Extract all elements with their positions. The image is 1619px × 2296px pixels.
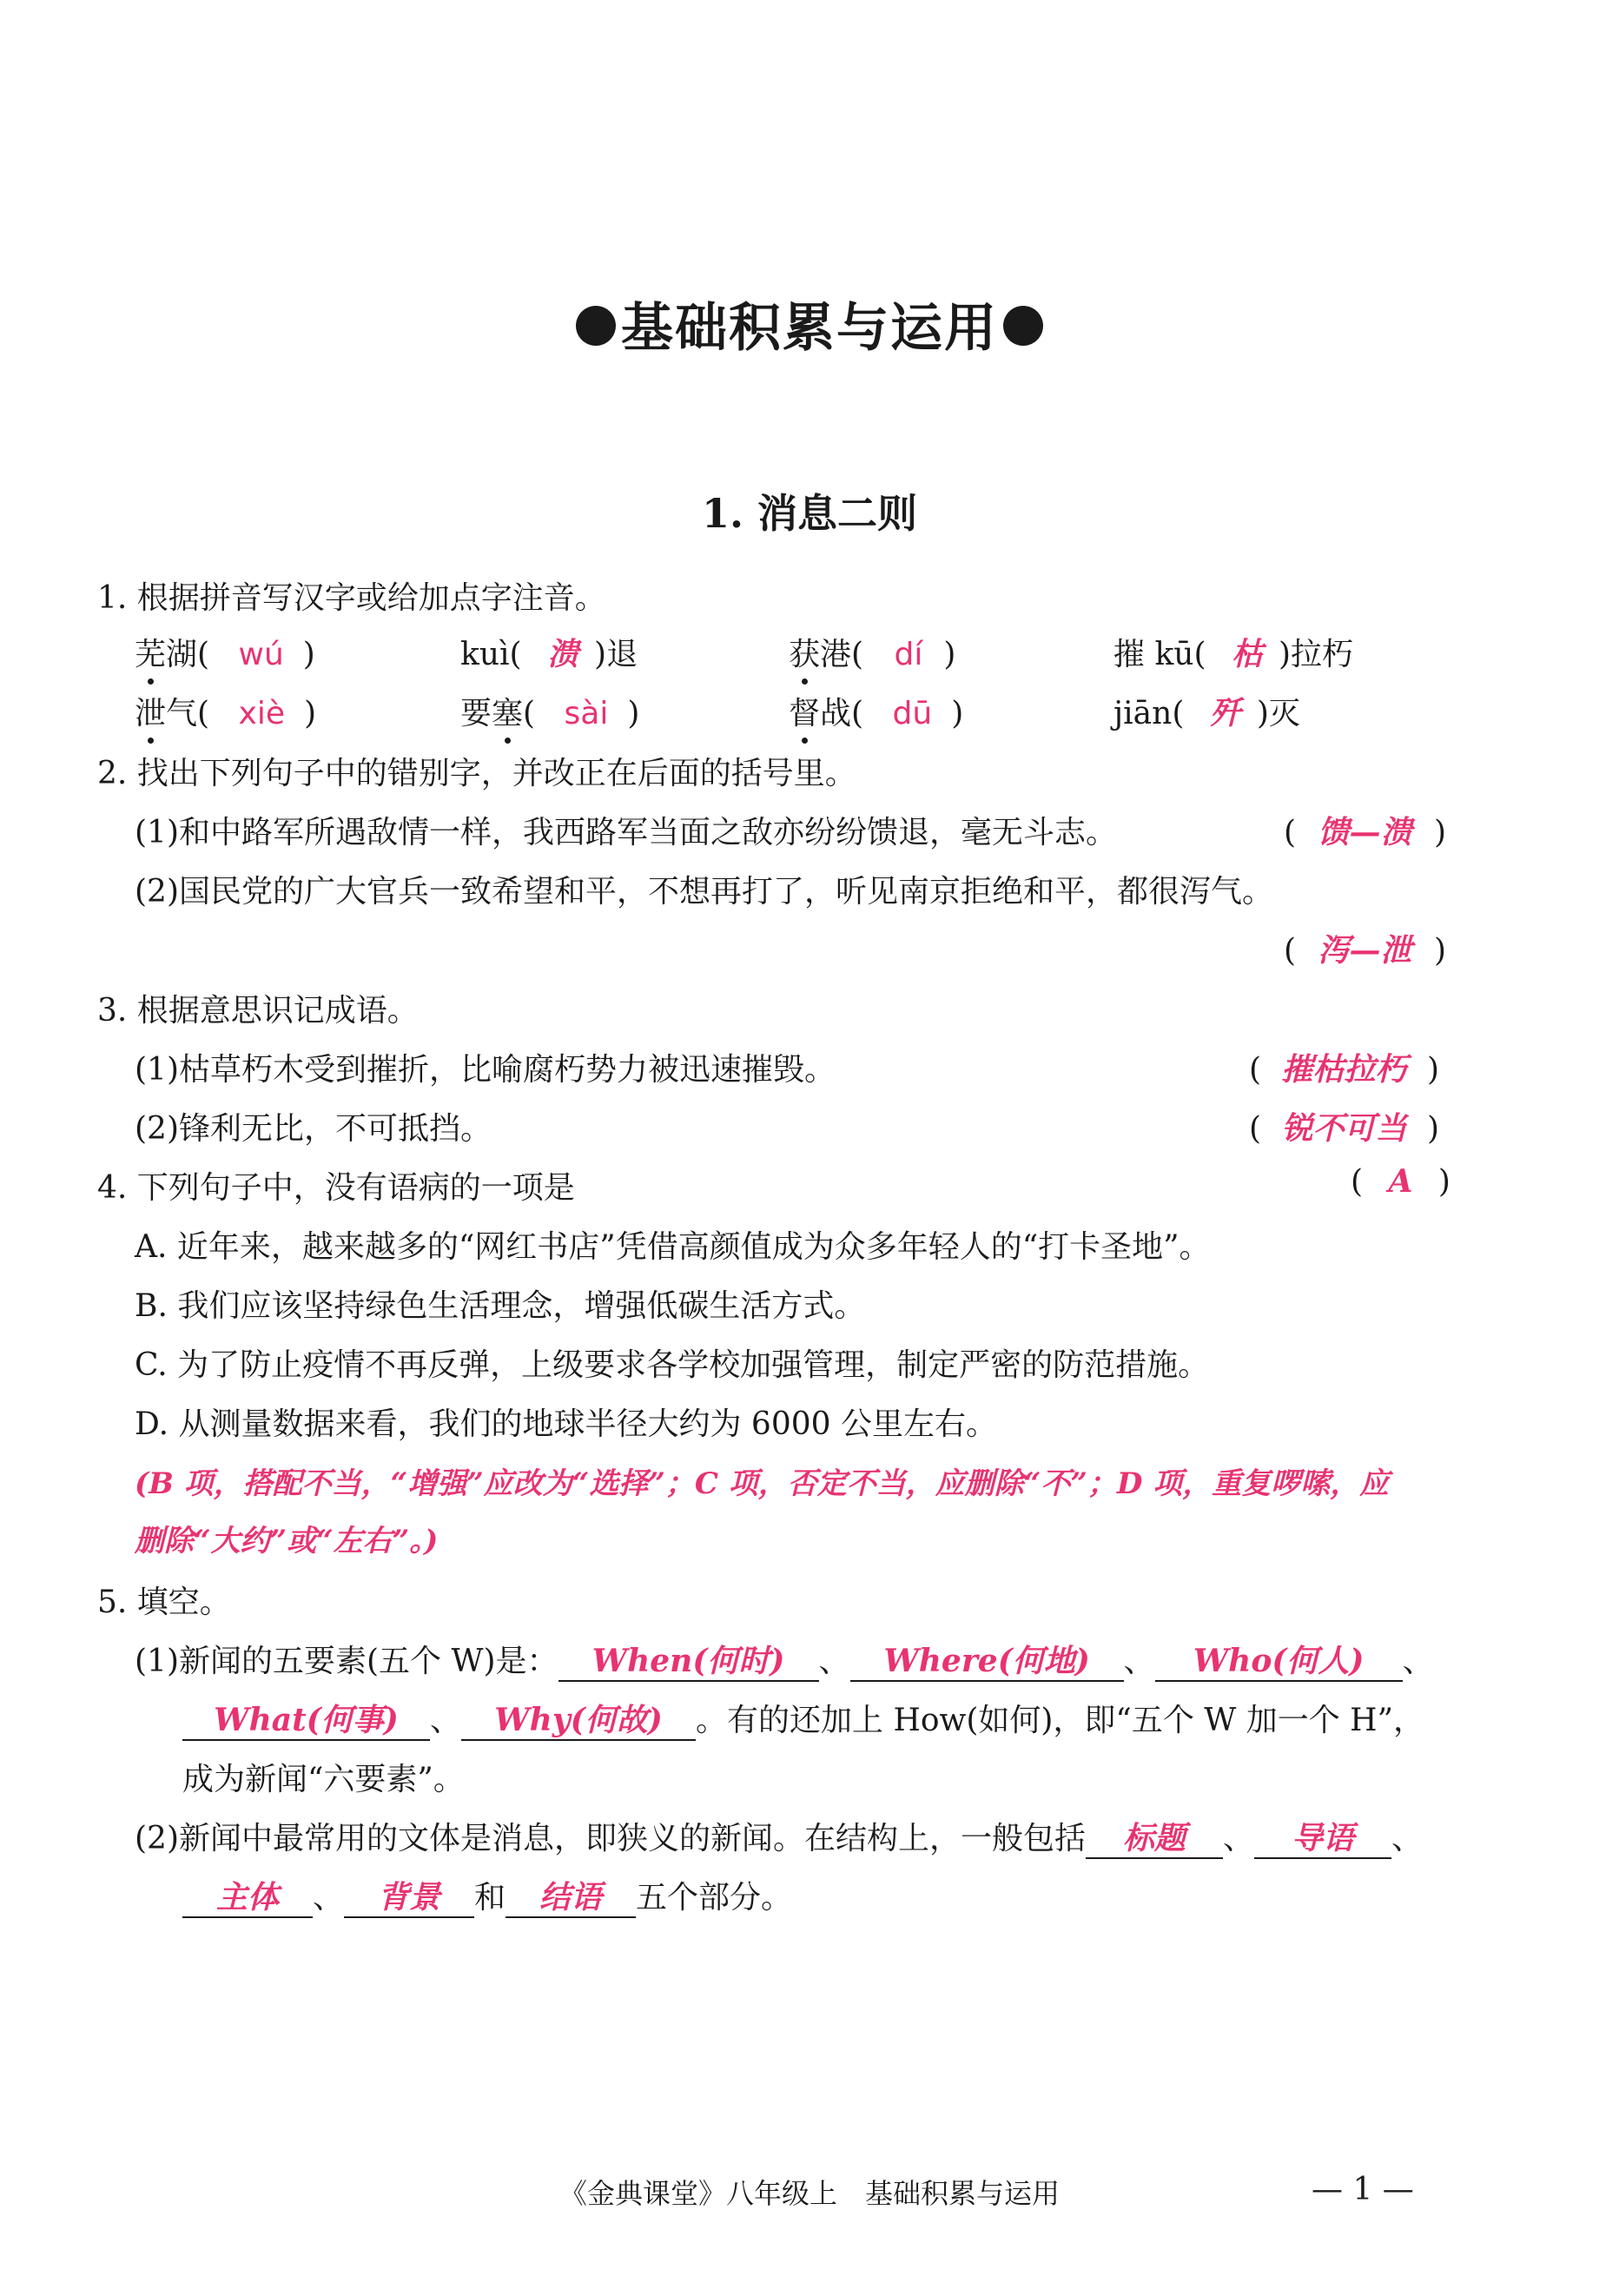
bullet-dot-icon [576, 306, 616, 346]
q1-item [789, 689, 963, 733]
separator: 、 [1223, 1821, 1255, 1856]
answer: 溃 [547, 636, 579, 672]
blank-answer: 标题 [1086, 1820, 1223, 1859]
q3-sentence-2: (2)锋利无比，不可抵挡。 [135, 1111, 492, 1147]
q4-explanation-line-1: (B 项，搭配不当，“增强”应改为“选择”；C 项，否定不当，应删除“不”；D 项，重复啰嗦，应 [135, 1466, 1390, 1501]
blank-answer: Why(何故) [461, 1702, 696, 1741]
q1-item [1113, 630, 1353, 674]
answer: 泻—泄 [1318, 932, 1412, 969]
dotted-char: 泄 [135, 696, 167, 731]
item-text: kuì( [460, 637, 522, 672]
q4-prompt: 4. 下列句子中，没有语病的一项是 [97, 1170, 575, 1206]
q2-sentence-1: (1)和中路军所遇敌情一样，我西路军当面之敌亦纷纷馈退，毫无斗志。 [135, 815, 1117, 850]
blank-answer: 结语 [506, 1879, 636, 1918]
q3-answer-1: ( 摧枯拉朽 ) [1249, 1051, 1440, 1088]
item-text: 要 [460, 696, 492, 731]
separator: 、 [1123, 1644, 1155, 1679]
answer: A [1388, 1163, 1413, 1200]
separator: 、 [1402, 1644, 1434, 1679]
q2-prompt: 2. 找出下列句子中的错别字，并改正在后面的括号里。 [97, 756, 856, 791]
q1-item [789, 630, 955, 674]
item-text: 湖( [166, 637, 210, 672]
q5-prompt: 5. 填空。 [97, 1585, 231, 1620]
q4-option-a: A. 近年来，越来越多的“网红书店”凭借高颜值成为众多年轻人的“打卡圣地”。 [135, 1229, 1211, 1265]
dotted-char: 督 [789, 696, 821, 731]
q5-line-2 [182, 1696, 1424, 1741]
q1-item [135, 630, 315, 674]
separator: 、 [818, 1644, 850, 1679]
q5-text: 。有的还加上 How(如何)，即“五个 W 加一个 H”， [696, 1703, 1424, 1738]
answer: 歼 [1209, 695, 1241, 731]
q2-answer-1: ( 馈—溃 ) [1284, 814, 1447, 850]
item-text: 摧 kū( [1113, 637, 1206, 672]
blank-answer: When(何时) [558, 1643, 819, 1682]
q5-text: 五个部分。 [636, 1880, 793, 1916]
dotted-char: 塞 [492, 696, 524, 731]
item-text: )灭 [1256, 696, 1300, 731]
item-text: 港( [820, 637, 864, 672]
item-text: 气( [166, 696, 210, 731]
q1-prompt [97, 573, 606, 618]
q5-text: (1)新闻的五要素(五个 W)是： [135, 1644, 558, 1679]
section-header [0, 287, 1619, 361]
answer: xiè [238, 696, 285, 731]
section-title: 基础积累与运用 [621, 298, 998, 359]
item-text: jiān( [1113, 696, 1185, 731]
q1-item [135, 689, 316, 733]
answer: dí [894, 637, 923, 672]
item-text: ) [627, 696, 640, 731]
answer: 锐不可当 [1281, 1110, 1407, 1147]
q5-line-5 [182, 1873, 792, 1918]
answer: sài [564, 696, 609, 731]
blank-answer: 背景 [344, 1879, 474, 1918]
blank-answer: Who(何人) [1155, 1643, 1403, 1682]
q2-answer-2: ( 泻—泄 ) [1284, 932, 1447, 969]
q4-option-b: B. 我们应该坚持绿色生活理念，增强低碳生活方式。 [135, 1288, 866, 1324]
q2-sentence-2: (2)国民党的广大官兵一致希望和平，不想再打了，听见南京拒绝和平，都很泻气。 [135, 874, 1273, 910]
page-number: — 1 — [1312, 2172, 1414, 2207]
bullet-dot-icon [1003, 306, 1043, 346]
lesson-title: 1. 消息二则 [701, 490, 918, 537]
dotted-char: 芜 [135, 637, 167, 672]
q3-answer-2: ( 锐不可当 ) [1249, 1110, 1440, 1147]
book-title: 《金典课堂》八年级上 基础积累与运用 [558, 2177, 1060, 2210]
q3-prompt: 3. 根据意思识记成语。 [97, 993, 419, 1029]
item-text: ) [943, 637, 956, 672]
q5-line-4 [135, 1814, 1423, 1859]
q4-option-c: C. 为了防止疫情不再反弹，上级要求各学校加强管理，制定严密的防范措施。 [135, 1347, 1210, 1383]
blank-answer: Where(何地) [850, 1643, 1124, 1682]
dotted-char: 获 [789, 637, 821, 672]
blank-answer: 主体 [182, 1879, 313, 1918]
blank-answer: 导语 [1254, 1820, 1391, 1859]
q1-item [460, 630, 638, 674]
answer: wú [238, 637, 284, 672]
q5-line-1 [135, 1637, 1434, 1682]
q1-item [460, 689, 639, 733]
q4-option-d: D. 从测量数据来看，我们的地球半径大约为 6000 公里左右。 [135, 1406, 997, 1442]
q3-sentence-1: (1)枯草朽木受到摧折，比喻腐朽势力被迅速摧毁。 [135, 1052, 836, 1088]
answer: dū [892, 696, 933, 731]
separator: 、 [430, 1703, 462, 1738]
answer: 馈—溃 [1318, 814, 1412, 850]
q4-answer: ( A ) [1351, 1163, 1450, 1200]
q1-prompt-text: 1. 根据拼音写汉字或给加点字注音。 [97, 580, 606, 616]
item-text: )退 [594, 637, 638, 672]
q5-text: 和 [474, 1880, 506, 1916]
q5-text: (2)新闻中最常用的文体是消息，即狭义的新闻。在结构上，一般包括 [135, 1821, 1086, 1856]
item-text: ) [951, 696, 964, 731]
item-text: )拉朽 [1278, 637, 1354, 672]
answer: 摧枯拉朽 [1281, 1051, 1407, 1088]
item-text: 战( [820, 696, 864, 731]
separator: 、 [1391, 1821, 1424, 1856]
q4-explanation-line-2: 删除“大约”或“左右”。) [135, 1524, 439, 1558]
item-text: ) [302, 637, 315, 672]
blank-answer: What(何事) [182, 1702, 430, 1741]
answer: 枯 [1231, 636, 1263, 672]
q5-line-3: 成为新闻“六要素”。 [182, 1762, 465, 1797]
q1-item [1113, 689, 1300, 733]
item-text: ( [523, 696, 536, 731]
separator: 、 [313, 1880, 345, 1916]
item-text: ) [303, 696, 317, 731]
